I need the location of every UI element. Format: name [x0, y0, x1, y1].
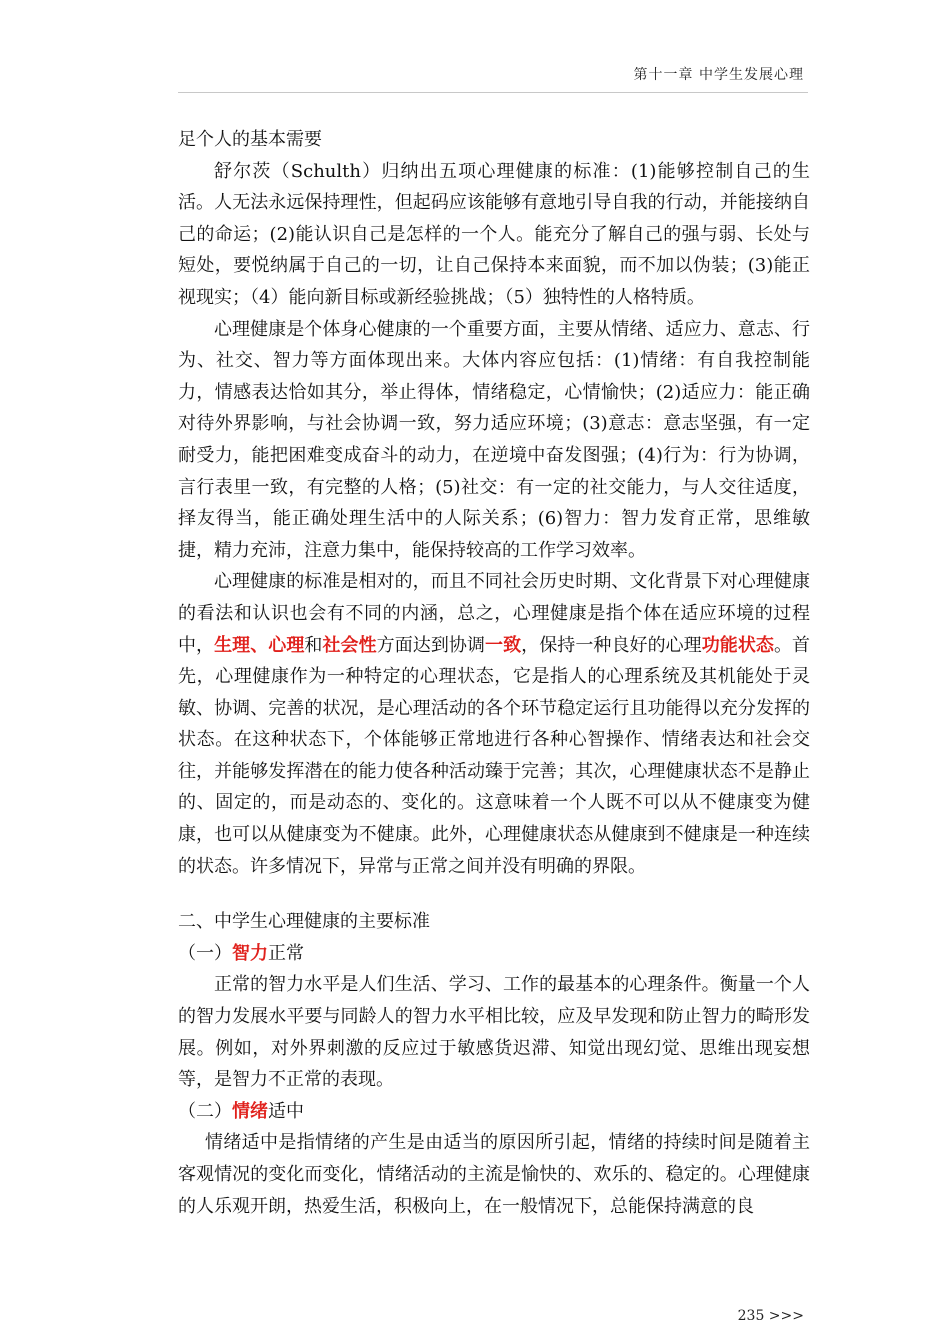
spacer: [178, 882, 810, 906]
text-run: 和: [304, 634, 323, 656]
section-heading: 二、中学生心理健康的主要标准: [178, 911, 430, 933]
paragraph-continuation: 足个人的基本需要: [178, 129, 322, 150]
body-text: [178, 124, 810, 1222]
highlight-text: 智力: [232, 942, 268, 964]
subsection-suffix: 适中: [268, 1100, 304, 1122]
paragraph-schulth-standards: 舒尔茨（Schulth）归纳出五项心理健康的标准：(1)能够控制自己的生活。人无法永远保持理性，但起码应该能够有意地引导自我的行动，并能接纳自己的命运；(2)能认识自己是怎样的一个人。能充分了解自己的强与弱、长处与短处，要悦纳属于自己的一切，让自己保持本来面貌，而不加以伪装；(3)能正视现实；（4）能向新目标或新经验挑战；（5）独特性的人格特质。: [178, 160, 810, 308]
subsection-heading-emotion: [178, 1096, 810, 1128]
subsection-prefix: （一）: [178, 942, 232, 964]
paragraph-intelligence: 正常的智力水平是人们生活、学习、工作的最基本的心理条件。衡量一个人的智力发展水平要与同龄人的智力水平相比较，应及早发现和防止智力的畸形发展。例如，对外界刺激的反应过于敏感货迟滞、知觉出现幻觉、思维出现妄想等，是智力不正常的表现。: [178, 974, 810, 1091]
highlight-text: 情绪: [232, 1100, 268, 1122]
running-header: 第十一章 中学生发展心理: [633, 67, 804, 83]
highlight-text: 社会性: [322, 634, 377, 656]
highlight-text: 一致: [485, 634, 522, 656]
text-run: ，保持一种良好的心理: [521, 634, 702, 656]
subsection-suffix: 正常: [268, 942, 304, 964]
text-run: 心理健康的标准是相对的，而且不同社会历史时期、文化背景下对心理健康的看法和认识也会有不同的内涵，总之，心理健康是指个体在适应环境的过程中，: [178, 571, 810, 656]
subsection-prefix: （二）: [178, 1100, 232, 1122]
highlight-text: 生理、心理: [214, 634, 305, 656]
page-number: 235 >>>: [737, 1308, 804, 1324]
paragraph-health-definition: [178, 566, 810, 882]
text-run: 。首先，心理健康作为一种特定的心理状态，它是指人的心理系统及其机能处于灵敏、协调、完善的状况，是心理活动的各个环节稳定运行且功能得以充分发挥的状态。在这种状态下，个体能够正常地进行各种心智操作、情绪表达和社会交往，并能够发挥潜在的能力使各种活动臻于完善；其次，心理健康状态不是静止的、固定的，而是动态的、变化的。这意味着一个人既不可以从不健康变为健康，也可以从健康变为不健康。此外，心理健康状态从健康到不健康是一种连续的状态。许多情况下，异常与正常之间并没有明确的界限。: [178, 634, 811, 877]
paragraph-emotion: 情绪适中是指情绪的产生是由适当的原因所引起，情绪的持续时间是随着主客观情况的变化而变化，情绪活动的主流是愉快的、欢乐的、稳定的。心理健康的人乐观开朗，热爱生活，积极向上，在一般情况下，总能保持满意的良: [178, 1132, 810, 1217]
highlight-text: 功能状态: [701, 634, 774, 656]
paragraph-health-aspects: 心理健康是个体身心健康的一个重要方面，主要从情绪、适应力、意志、行为、社交、智力等方面体现出来。大体内容应包括：(1)情绪：有自我控制能力，情感表达恰如其分，举止得体，情绪稳定，心情愉快；(2)适应力：能正确对待外界影响，与社会协调一致，努力适应环境；(3)意志：意志坚强，有一定耐受力，能把困难变成奋斗的动力，在逆境中奋发图强；(4)行为：行为协调，言行表里一致，有完整的人格；(5)社交：有一定的社交能力，与人交往适度，择友得当，能正确处理生活中的人际关系；(6)智力：智力发育正常，思维敏捷，精力充沛，注意力集中，能保持较高的工作学习效率。: [178, 318, 810, 561]
header-rule: [178, 92, 808, 93]
subsection-heading-intelligence: [178, 938, 810, 970]
text-run: 方面达到协调: [376, 634, 486, 656]
